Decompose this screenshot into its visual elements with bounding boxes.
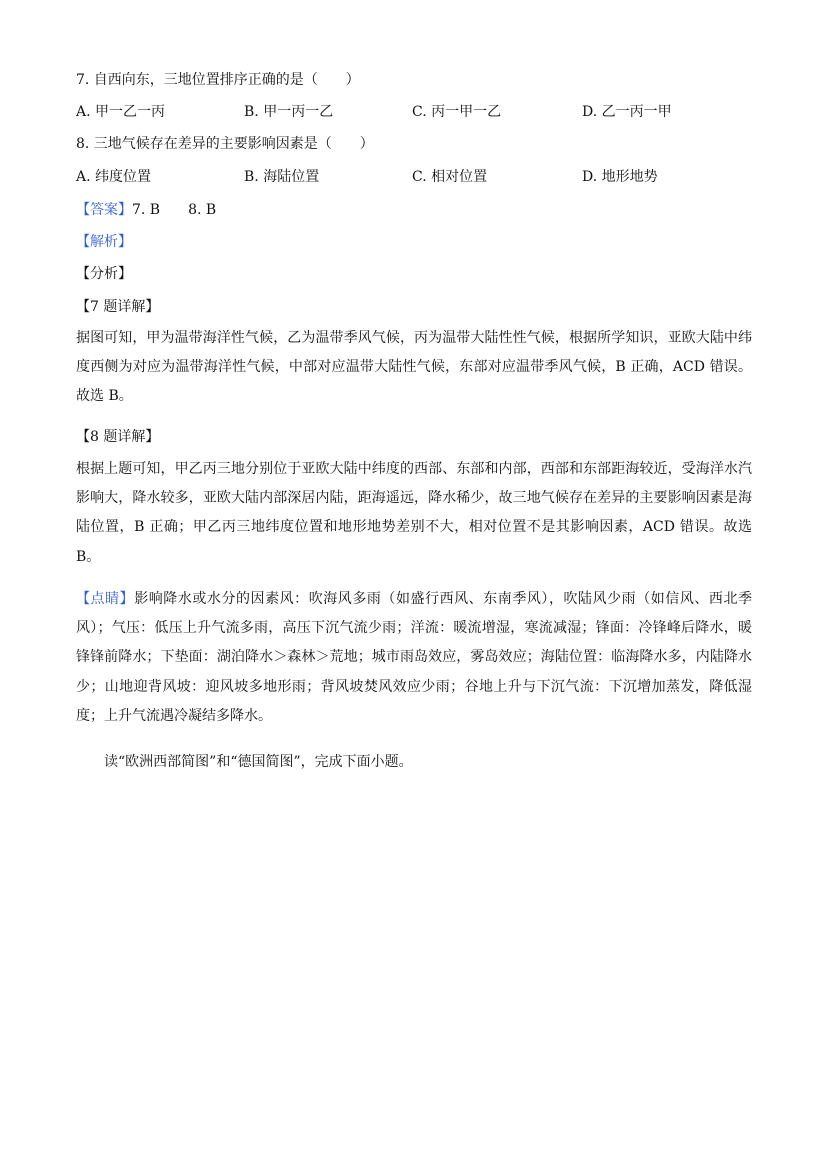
detail-8-text: 根据上题可知，甲乙丙三地分别位于亚欧大陆中纬度的西部、东部和内部，西部和东部距海较近，受海洋水汽影响大，降水较多，亚欧大陆内部深居内陆，距海遥远，降水稀少，故三地气候存在差异的主要影响因素是海陆位置，B 正确；甲乙丙三地纬度位置和地形地势差别不大，相对位置不是其影响因素，ACD 错误。故选 B。 (76, 461, 752, 565)
detail-8-heading: 【8 题详解】 (76, 429, 160, 445)
question-7-options (76, 102, 756, 122)
question-8-options (76, 167, 756, 187)
detail-7-heading: 【7 题详解】 (76, 299, 160, 315)
dianjing-label: 【点睛】 (76, 591, 135, 607)
answer-line (76, 200, 216, 220)
dianjing-paragraph (76, 585, 752, 731)
answer-label: 【答案】 (76, 202, 132, 218)
q7-option-d: D. 乙一丙一甲 (582, 104, 672, 120)
question-8-stem: 8. 三地气候存在差异的主要影响因素是（ ） (76, 136, 374, 152)
q8-option-a: A. 纬度位置 (76, 169, 152, 185)
fenxi-heading: 【分析】 (76, 266, 132, 282)
analysis-heading: 【解析】 (76, 234, 132, 250)
q7-option-a: A. 甲一乙一丙 (76, 104, 166, 120)
intro-text: 读“欧洲西部简图”和“德国简图”，完成下面小题。 (104, 754, 413, 770)
answer-text: 7. B 8. B (132, 202, 217, 218)
q8-option-b: B. 海陆位置 (244, 169, 320, 185)
detail-7-text: 据图可知，甲为温带海洋性气候，乙为温带季风气候，丙为温带大陆性性气候，根据所学知识，亚欧大陆中纬度西侧为对应为温带海洋性气候，中部对应温带大陆性气候，东部对应温带季风气候，B 正确，ACD 错误。故选 B。 (76, 330, 752, 405)
dianjing-text: 影响降水或水分的因素风：吹海风多雨（如盛行西风、东南季风），吹陆风少雨（如信风、西北季风）；气压：低压上升气流多雨，高压下沉气流少雨；洋流：暖流增湿，寒流减湿；锋面：冷锋峰后降水，暖锋锋前降水；下垫面：湖泊降水＞森林＞荒地；城市雨岛效应，雾岛效应；海陆位置：临海降水多，内陆降水少；山地迎背风坡：迎风坡多地形雨；背风坡焚风效应少雨；谷地上升与下沉气流：下沉增加蒸发，降低湿度；上升气流遇冷凝结多降水。 (76, 591, 753, 724)
q7-option-c: C. 丙一甲一乙 (412, 104, 502, 120)
q8-option-d: D. 地形地势 (582, 169, 658, 185)
q8-option-c: C. 相对位置 (412, 169, 488, 185)
question-7-stem: 7. 自西向东，三地位置排序正确的是（ ） (76, 72, 360, 88)
q7-option-b: B. 甲一丙一乙 (244, 104, 334, 120)
